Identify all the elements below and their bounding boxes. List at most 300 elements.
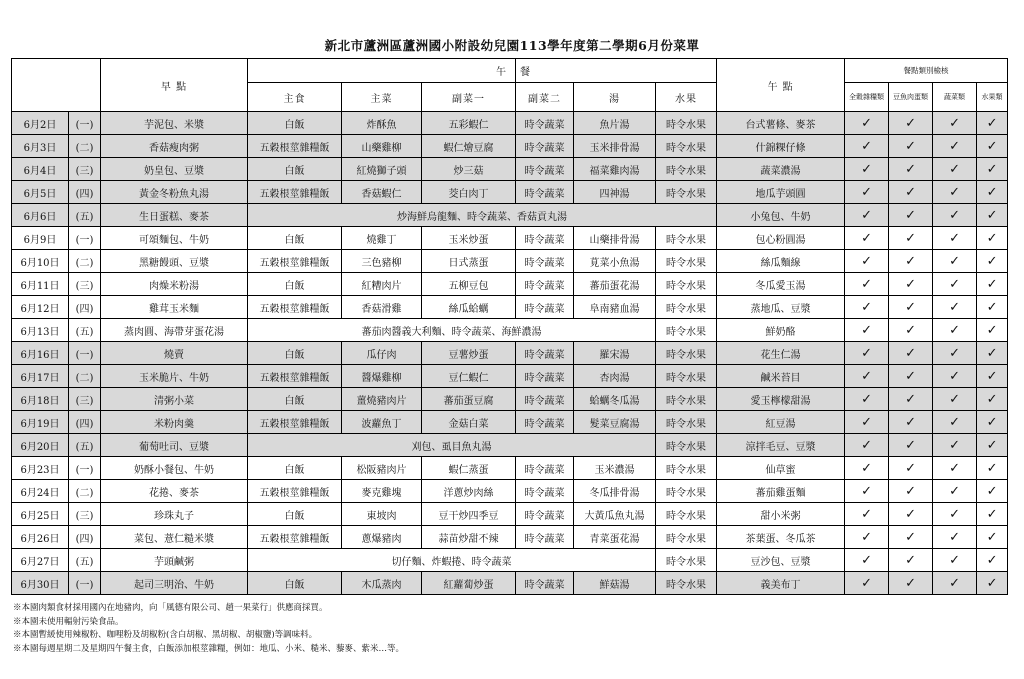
check-cell — [933, 158, 977, 181]
main-dish-cell: 山藥雞柳 — [342, 135, 422, 158]
checkmark-icon: ✓ — [861, 483, 872, 499]
side-dish-1-cell: 金菇白菜 — [422, 411, 516, 434]
check-cell — [977, 503, 1008, 526]
check-cell — [889, 227, 933, 250]
snack-cell: 包心粉圓湯 — [717, 227, 845, 250]
checkmark-icon: ✓ — [986, 276, 998, 292]
check-cell — [845, 273, 889, 296]
checkmark-icon: ✓ — [861, 414, 872, 430]
lunch-combined-cell: 切仔麵、炸蝦捲、時令蔬菜 — [248, 549, 656, 572]
check-cell — [889, 480, 933, 503]
snack-cell: 地瓜芋頭圓 — [717, 181, 845, 204]
check-cell — [933, 250, 977, 273]
checkmark-icon: ✓ — [949, 276, 960, 292]
soup-cell: 鮮菇湯 — [574, 572, 656, 595]
fruit-cell: 時令水果 — [656, 296, 717, 319]
checkmark-icon: ✓ — [861, 506, 872, 522]
checkmark-icon: ✓ — [949, 138, 960, 154]
side-dish-1-cell: 炒三菇 — [422, 158, 516, 181]
check-cell — [933, 365, 977, 388]
date-cell: 6月5日 — [12, 181, 69, 204]
breakfast-cell: 菜包、薏仁糙米漿 — [101, 526, 248, 549]
side-dish-2-cell: 時令蔬菜 — [516, 480, 574, 503]
main-dish-cell: 瓜仔肉 — [342, 342, 422, 365]
check-cell — [933, 296, 977, 319]
date-cell: 6月9日 — [12, 227, 69, 250]
date-cell: 6月3日 — [12, 135, 69, 158]
check-cell — [977, 181, 1008, 204]
note-line: ※本園肉類食材採用國內在地豬肉，向「風德有限公司、趙一果菜行」供應商採買。 — [13, 603, 328, 613]
checkmark-icon: ✓ — [949, 391, 960, 407]
breakfast-cell: 花捲、麥茶 — [101, 480, 248, 503]
side-dish-1-cell: 蝦仁蒸蛋 — [422, 457, 516, 480]
checkmark-icon: ✓ — [949, 115, 960, 131]
check-cell — [845, 204, 889, 227]
side-dish-2-cell: 時令蔬菜 — [516, 296, 574, 319]
snack-cell: 冬瓜愛玉湯 — [717, 273, 845, 296]
check-cell — [889, 135, 933, 158]
checkmark-icon: ✓ — [905, 437, 916, 453]
weekday-cell: (四) — [69, 296, 101, 319]
side-dish-1-cell: 豆仁蝦仁 — [422, 365, 516, 388]
checkmark-icon: ✓ — [949, 184, 960, 200]
check-cell — [889, 503, 933, 526]
check-cell — [977, 135, 1008, 158]
checkmark-icon: ✓ — [905, 391, 916, 407]
check-cell — [889, 457, 933, 480]
check-cell — [845, 227, 889, 250]
side-dish-1-cell: 茭白肉丁 — [422, 181, 516, 204]
weekday-cell: (二) — [69, 250, 101, 273]
breakfast-cell: 奶酥小餐包、牛奶 — [101, 457, 248, 480]
check-cell — [933, 526, 977, 549]
check-cell — [845, 342, 889, 365]
check-cell — [933, 572, 977, 595]
main-dish-cell: 燒雞丁 — [342, 227, 422, 250]
date-cell: 6月20日 — [12, 434, 69, 457]
check-cell — [933, 342, 977, 365]
staple-cell: 白飯 — [248, 457, 342, 480]
checkmark-icon: ✓ — [861, 230, 872, 246]
check-cell — [977, 549, 1008, 572]
soup-cell: 魚片湯 — [574, 112, 656, 135]
side-dish-2-cell: 時令蔬菜 — [516, 342, 574, 365]
check-cell — [889, 273, 933, 296]
main-dish-cell: 炸酥魚 — [342, 112, 422, 135]
staple-cell: 五穀根莖雜糧飯 — [248, 411, 342, 434]
fruit-cell: 時令水果 — [656, 158, 717, 181]
fruit-cell: 時令水果 — [656, 227, 717, 250]
weekday-cell: (四) — [69, 526, 101, 549]
check-cell — [889, 250, 933, 273]
checkmark-icon: ✓ — [986, 184, 998, 200]
staple-cell: 白飯 — [248, 342, 342, 365]
breakfast-cell: 黃金冬粉魚丸湯 — [101, 181, 248, 204]
date-cell: 6月26日 — [12, 526, 69, 549]
checkmark-icon: ✓ — [949, 299, 960, 315]
snack-cell: 愛玉檸檬甜湯 — [717, 388, 845, 411]
checkmark-icon: ✓ — [986, 437, 998, 453]
snack-cell: 紅豆湯 — [717, 411, 845, 434]
checkmark-icon: ✓ — [986, 368, 998, 384]
check-cell — [845, 250, 889, 273]
checkmark-icon: ✓ — [861, 345, 872, 361]
side-dish-1-cell: 豆干炒四季豆 — [422, 503, 516, 526]
date-header — [12, 59, 101, 112]
soup-cell: 青菜蛋花湯 — [574, 526, 656, 549]
checkmark-icon: ✓ — [986, 299, 998, 315]
checkmark-icon: ✓ — [905, 414, 916, 430]
check-cell — [889, 365, 933, 388]
note-line: ※本園暫緩使用辣椒粉、咖哩粉及胡椒粉(含白胡椒、黑胡椒、胡椒鹽)等調味料。 — [13, 630, 318, 640]
checkmark-icon: ✓ — [986, 230, 998, 246]
side-dish-1-cell: 紅蘿蔔炒蛋 — [422, 572, 516, 595]
snack-cell: 小兔包、牛奶 — [717, 204, 845, 227]
checkmark-icon: ✓ — [986, 253, 998, 269]
checkmark-icon: ✓ — [949, 414, 960, 430]
checkmark-icon: ✓ — [949, 552, 960, 568]
snack-cell: 豆沙包、豆漿 — [717, 549, 845, 572]
snack-cell: 甜小米粥 — [717, 503, 845, 526]
main-dish-cell: 東坡肉 — [342, 503, 422, 526]
menu-row — [12, 158, 1008, 181]
checkmark-icon: ✓ — [861, 552, 872, 568]
date-cell: 6月23日 — [12, 457, 69, 480]
side-dish-1-cell: 蝦仁燴豆腐 — [422, 135, 516, 158]
date-cell: 6月17日 — [12, 365, 69, 388]
menu-row — [12, 388, 1008, 411]
menu-row — [12, 480, 1008, 503]
check-cell — [977, 526, 1008, 549]
checkmark-icon: ✓ — [905, 138, 916, 154]
lunch-header-left: 午 — [248, 59, 516, 83]
weekday-cell: (五) — [69, 319, 101, 342]
check-cell — [845, 503, 889, 526]
fruit-cell: 時令水果 — [656, 135, 717, 158]
check-cell — [977, 273, 1008, 296]
page-title: 新北市蘆洲區蘆洲國小附設幼兒園113學年度第二學期6月份菜單 — [324, 38, 700, 53]
checkmark-icon: ✓ — [905, 322, 916, 338]
weekday-cell: (五) — [69, 549, 101, 572]
checkmark-icon: ✓ — [986, 138, 998, 154]
snack-cell: 涼拌毛豆、豆漿 — [717, 434, 845, 457]
checkmark-icon: ✓ — [861, 115, 872, 131]
checkmark-icon: ✓ — [905, 460, 916, 476]
check-cell — [933, 434, 977, 457]
checkmark-icon: ✓ — [905, 368, 916, 384]
menu-row — [12, 181, 1008, 204]
lunch-col-soup: 湯 — [574, 83, 656, 112]
notes — [13, 602, 404, 656]
side-dish-1-cell: 絲瓜蛤蠣 — [422, 296, 516, 319]
checkmark-icon: ✓ — [861, 437, 872, 453]
checkmark-icon: ✓ — [905, 184, 916, 200]
check-cell — [889, 411, 933, 434]
main-dish-cell: 三色豬柳 — [342, 250, 422, 273]
check-cell — [889, 204, 933, 227]
main-dish-cell: 紅燒獅子頭 — [342, 158, 422, 181]
menu-row — [12, 319, 1008, 342]
check-cell — [845, 388, 889, 411]
soup-cell: 羅宋湯 — [574, 342, 656, 365]
date-cell: 6月27日 — [12, 549, 69, 572]
checkmark-icon: ✓ — [949, 207, 960, 223]
breakfast-cell: 玉米脆片、牛奶 — [101, 365, 248, 388]
check-cell — [977, 457, 1008, 480]
breakfast-cell: 雞茸玉米麵 — [101, 296, 248, 319]
checkmark-icon: ✓ — [986, 115, 998, 131]
fruit-cell: 時令水果 — [656, 503, 717, 526]
breakfast-cell: 芋泥包、米漿 — [101, 112, 248, 135]
checkmark-icon: ✓ — [905, 483, 916, 499]
main-dish-cell: 木瓜蒸肉 — [342, 572, 422, 595]
fruit-cell: 時令水果 — [656, 434, 717, 457]
fruit-cell: 時令水果 — [656, 388, 717, 411]
weekday-cell: (一) — [69, 342, 101, 365]
menu-row — [12, 273, 1008, 296]
snack-cell: 絲瓜麵線 — [717, 250, 845, 273]
fruit-cell: 時令水果 — [656, 526, 717, 549]
check-col-grains: 全穀雜糧類 — [845, 83, 889, 112]
check-cell — [933, 503, 977, 526]
breakfast-cell: 可頌麵包、牛奶 — [101, 227, 248, 250]
date-cell: 6月16日 — [12, 342, 69, 365]
checkmark-icon: ✓ — [861, 138, 872, 154]
menu-row — [12, 365, 1008, 388]
checkmark-icon: ✓ — [986, 483, 998, 499]
lunch-combined-cell: 刈包、虱目魚丸湯 — [248, 434, 656, 457]
weekday-cell: (三) — [69, 158, 101, 181]
fruit-cell: 時令水果 — [656, 549, 717, 572]
checkmark-icon: ✓ — [861, 460, 872, 476]
checkmark-icon: ✓ — [861, 322, 872, 338]
breakfast-header: 早 點 — [101, 59, 248, 112]
lunch-combined-cell: 蕃茄肉醬義大利麵、時令蔬菜、海鮮濃湯 — [248, 319, 656, 342]
snack-cell: 花生仁湯 — [717, 342, 845, 365]
checkmark-icon: ✓ — [949, 322, 960, 338]
side-dish-2-cell: 時令蔬菜 — [516, 181, 574, 204]
checkmark-icon: ✓ — [949, 460, 960, 476]
soup-cell: 莧菜小魚湯 — [574, 250, 656, 273]
note-line: ※本園未使用輻射污染食品。 — [13, 616, 124, 627]
check-cell — [845, 112, 889, 135]
staple-cell: 五穀根莖雜糧飯 — [248, 480, 342, 503]
check-col-protein: 豆魚肉蛋類 — [889, 83, 933, 112]
side-dish-2-cell: 時令蔬菜 — [516, 158, 574, 181]
fruit-cell: 時令水果 — [656, 572, 717, 595]
side-dish-2-cell: 時令蔬菜 — [516, 503, 574, 526]
checkmark-icon: ✓ — [905, 552, 916, 568]
breakfast-cell: 清粥小菜 — [101, 388, 248, 411]
check-cell — [845, 549, 889, 572]
menu-row — [12, 503, 1008, 526]
checkmark-icon: ✓ — [905, 207, 916, 223]
check-cell — [845, 181, 889, 204]
checkmark-icon: ✓ — [949, 575, 960, 591]
main-dish-cell: 波蘿魚丁 — [342, 411, 422, 434]
breakfast-cell: 起司三明治、牛奶 — [101, 572, 248, 595]
staple-cell: 白飯 — [248, 503, 342, 526]
checkmark-icon: ✓ — [986, 322, 998, 338]
side-dish-2-cell: 時令蔬菜 — [516, 526, 574, 549]
check-group-header: 餐點類別檢核 — [845, 59, 1008, 83]
check-cell — [977, 158, 1008, 181]
check-cell — [977, 434, 1008, 457]
main-dish-cell: 麥克雞塊 — [342, 480, 422, 503]
check-cell — [933, 112, 977, 135]
check-cell — [977, 572, 1008, 595]
check-cell — [933, 319, 977, 342]
date-cell: 6月2日 — [12, 112, 69, 135]
snack-cell: 蔬菜濃湯 — [717, 158, 845, 181]
check-cell — [845, 526, 889, 549]
check-cell — [889, 112, 933, 135]
soup-cell: 蕃茄蛋花湯 — [574, 273, 656, 296]
check-cell — [845, 135, 889, 158]
weekday-cell: (四) — [69, 181, 101, 204]
staple-cell: 白飯 — [248, 273, 342, 296]
staple-cell: 五穀根莖雜糧飯 — [248, 526, 342, 549]
main-dish-cell: 紅糟肉片 — [342, 273, 422, 296]
breakfast-cell: 米粉肉羹 — [101, 411, 248, 434]
fruit-cell: 時令水果 — [656, 273, 717, 296]
weekday-cell: (一) — [69, 112, 101, 135]
checkmark-icon: ✓ — [861, 368, 872, 384]
staple-cell: 白飯 — [248, 227, 342, 250]
check-cell — [845, 411, 889, 434]
check-cell — [933, 480, 977, 503]
checkmark-icon: ✓ — [949, 161, 960, 177]
lunch-header-right: 餐 — [516, 59, 717, 83]
lunch-col-side1: 副菜一 — [422, 83, 516, 112]
checkmark-icon: ✓ — [861, 575, 872, 591]
side-dish-2-cell: 時令蔬菜 — [516, 572, 574, 595]
check-cell — [845, 434, 889, 457]
check-cell — [845, 158, 889, 181]
check-cell — [933, 549, 977, 572]
side-dish-2-cell: 時令蔬菜 — [516, 411, 574, 434]
checkmark-icon: ✓ — [949, 529, 960, 545]
checkmark-icon: ✓ — [949, 345, 960, 361]
menu-row — [12, 227, 1008, 250]
fruit-cell: 時令水果 — [656, 365, 717, 388]
checkmark-icon: ✓ — [986, 529, 998, 545]
snack-cell: 茶葉蛋、冬瓜茶 — [717, 526, 845, 549]
checkmark-icon: ✓ — [905, 230, 916, 246]
menu-table — [11, 58, 1008, 595]
date-cell: 6月24日 — [12, 480, 69, 503]
side-dish-1-cell: 玉米炒蛋 — [422, 227, 516, 250]
soup-cell: 髮菜豆腐湯 — [574, 411, 656, 434]
soup-cell: 杏肉湯 — [574, 365, 656, 388]
check-cell — [933, 227, 977, 250]
side-dish-2-cell: 時令蔬菜 — [516, 227, 574, 250]
staple-cell: 白飯 — [248, 388, 342, 411]
snack-cell: 仙草蜜 — [717, 457, 845, 480]
weekday-cell: (三) — [69, 273, 101, 296]
check-cell — [977, 388, 1008, 411]
checkmark-icon: ✓ — [905, 575, 916, 591]
menu-row — [12, 411, 1008, 434]
side-dish-1-cell: 五柳豆包 — [422, 273, 516, 296]
weekday-cell: (二) — [69, 135, 101, 158]
lunch-col-main: 主菜 — [342, 83, 422, 112]
check-cell — [933, 411, 977, 434]
checkmark-icon: ✓ — [986, 552, 998, 568]
date-cell: 6月4日 — [12, 158, 69, 181]
checkmark-icon: ✓ — [861, 391, 872, 407]
side-dish-1-cell: 洋蔥炒肉絲 — [422, 480, 516, 503]
checkmark-icon: ✓ — [905, 276, 916, 292]
breakfast-cell: 生日蛋糕、麥茶 — [101, 204, 248, 227]
checkmark-icon: ✓ — [905, 299, 916, 315]
checkmark-icon: ✓ — [986, 575, 998, 591]
checkmark-icon: ✓ — [905, 345, 916, 361]
check-cell — [889, 572, 933, 595]
menu-row — [12, 204, 1008, 227]
weekday-cell: (二) — [69, 365, 101, 388]
check-cell — [977, 480, 1008, 503]
date-cell: 6月11日 — [12, 273, 69, 296]
side-dish-2-cell: 時令蔬菜 — [516, 135, 574, 158]
check-cell — [977, 296, 1008, 319]
weekday-cell: (三) — [69, 388, 101, 411]
weekday-cell: (五) — [69, 204, 101, 227]
menu-row — [12, 526, 1008, 549]
menu-body — [12, 112, 1008, 595]
main-dish-cell: 松阪豬肉片 — [342, 457, 422, 480]
checkmark-icon: ✓ — [905, 115, 916, 131]
lunch-col-staple: 主食 — [248, 83, 342, 112]
main-dish-cell: 蔥爆豬肉 — [342, 526, 422, 549]
checkmark-icon: ✓ — [986, 391, 998, 407]
weekday-cell: (三) — [69, 503, 101, 526]
check-cell — [845, 319, 889, 342]
weekday-cell: (一) — [69, 227, 101, 250]
checkmark-icon: ✓ — [949, 437, 960, 453]
checkmark-icon: ✓ — [949, 506, 960, 522]
staple-cell: 五穀根莖雜糧飯 — [248, 250, 342, 273]
side-dish-2-cell: 時令蔬菜 — [516, 112, 574, 135]
soup-cell: 冬瓜排骨湯 — [574, 480, 656, 503]
lunch-col-side2: 副菜二 — [516, 83, 574, 112]
check-cell — [933, 457, 977, 480]
date-cell: 6月18日 — [12, 388, 69, 411]
staple-cell: 五穀根莖雜糧飯 — [248, 181, 342, 204]
main-dish-cell: 香菇蝦仁 — [342, 181, 422, 204]
date-cell: 6月12日 — [12, 296, 69, 319]
side-dish-2-cell: 時令蔬菜 — [516, 388, 574, 411]
menu-row — [12, 434, 1008, 457]
checkmark-icon: ✓ — [861, 529, 872, 545]
menu-row — [12, 296, 1008, 319]
soup-cell: 福菜雞肉湯 — [574, 158, 656, 181]
weekday-cell: (五) — [69, 434, 101, 457]
check-cell — [889, 342, 933, 365]
check-cell — [889, 526, 933, 549]
checkmark-icon: ✓ — [861, 276, 872, 292]
breakfast-cell: 蒸肉圓、海帶芽蛋花湯 — [101, 319, 248, 342]
date-cell: 6月13日 — [12, 319, 69, 342]
main-dish-cell: 香菇滑雞 — [342, 296, 422, 319]
staple-cell: 五穀根莖雜糧飯 — [248, 296, 342, 319]
breakfast-cell: 葡萄吐司、豆漿 — [101, 434, 248, 457]
checkmark-icon: ✓ — [861, 253, 872, 269]
checkmark-icon: ✓ — [986, 207, 998, 223]
breakfast-cell: 燒賣 — [101, 342, 248, 365]
snack-cell: 鹹米苔目 — [717, 365, 845, 388]
menu-row — [12, 112, 1008, 135]
